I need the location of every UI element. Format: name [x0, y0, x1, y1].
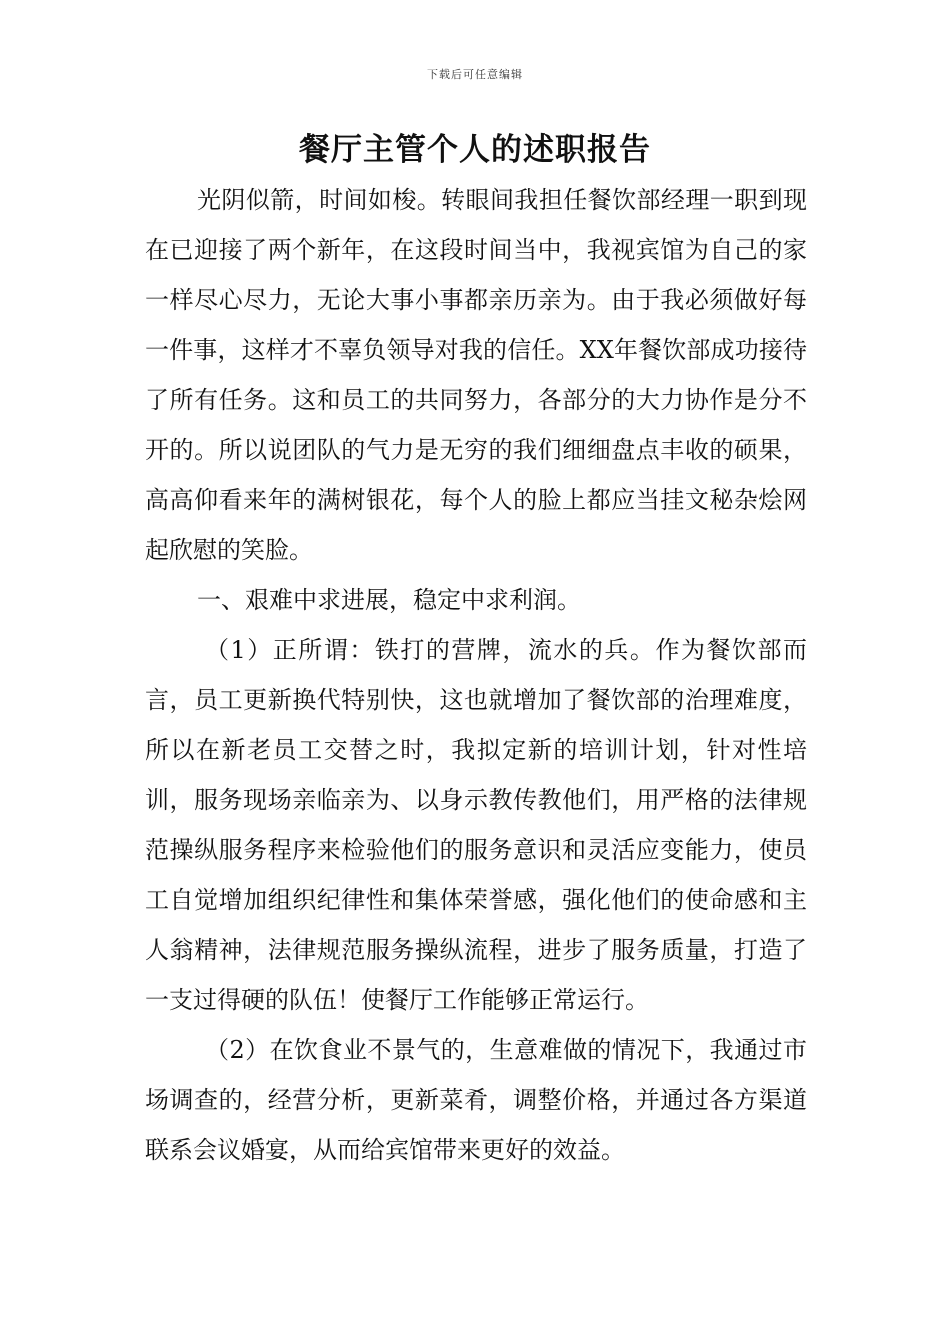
header-note: 下载后可任意编辑 [427, 68, 523, 81]
section-heading-1: 一、艰难中求进展，稳定中求利润。 [197, 586, 581, 614]
paragraph-item-1: （1）正所谓：铁打的营牌，流水的兵。作为餐饮部而言，员工更新换代特别快，这也就增加了餐饮部的治理难度，所以在新老员工交替之时，我拟定新的培训计划，针对性培训，服务现场亲临亲为、以身示教传教他们，用严格的法律规范操纵服务程序来检验他们的服务意识和灵活应变能力，使员工自觉增加组织纪律性和集体荣誉感，强化他们的使命感和主人翁精神，法律规范服务操纵流程，进步了服务质量，打造了一支过得硬的队伍！使餐厅工作能够正常运行。 [145, 636, 807, 1014]
paragraph-intro: 光阴似箭，时间如梭。转眼间我担任餐饮部经理一职到现在已迎接了两个新年，在这段时间当中，我视宾馆为自己的家一样尽心尽力，无论大事小事都亲历亲为。由于我必须做好每一件事，这样才不辜负领导对我的信任。XX年餐饮部成功接待了所有任务。这和员工的共同努力，各部分的大力协作是分不开的。所以说团队的气力是无穷的我们细细盘点丰收的硕果，高高仰看来年的满树银花，每个人的脸上都应当挂文秘杂烩网起欣慰的笑脸。 [145, 186, 807, 564]
document-body [145, 175, 807, 1175]
document-title: 餐厅主管个人的述职报告 [299, 132, 651, 168]
paragraph-item-2: （2）在饮食业不景气的，生意难做的情况下，我通过市场调查的，经营分析，更新菜肴，调整价格，并通过各方渠道联系会议婚宴，从而给宾馆带来更好的效益。 [145, 1036, 807, 1164]
